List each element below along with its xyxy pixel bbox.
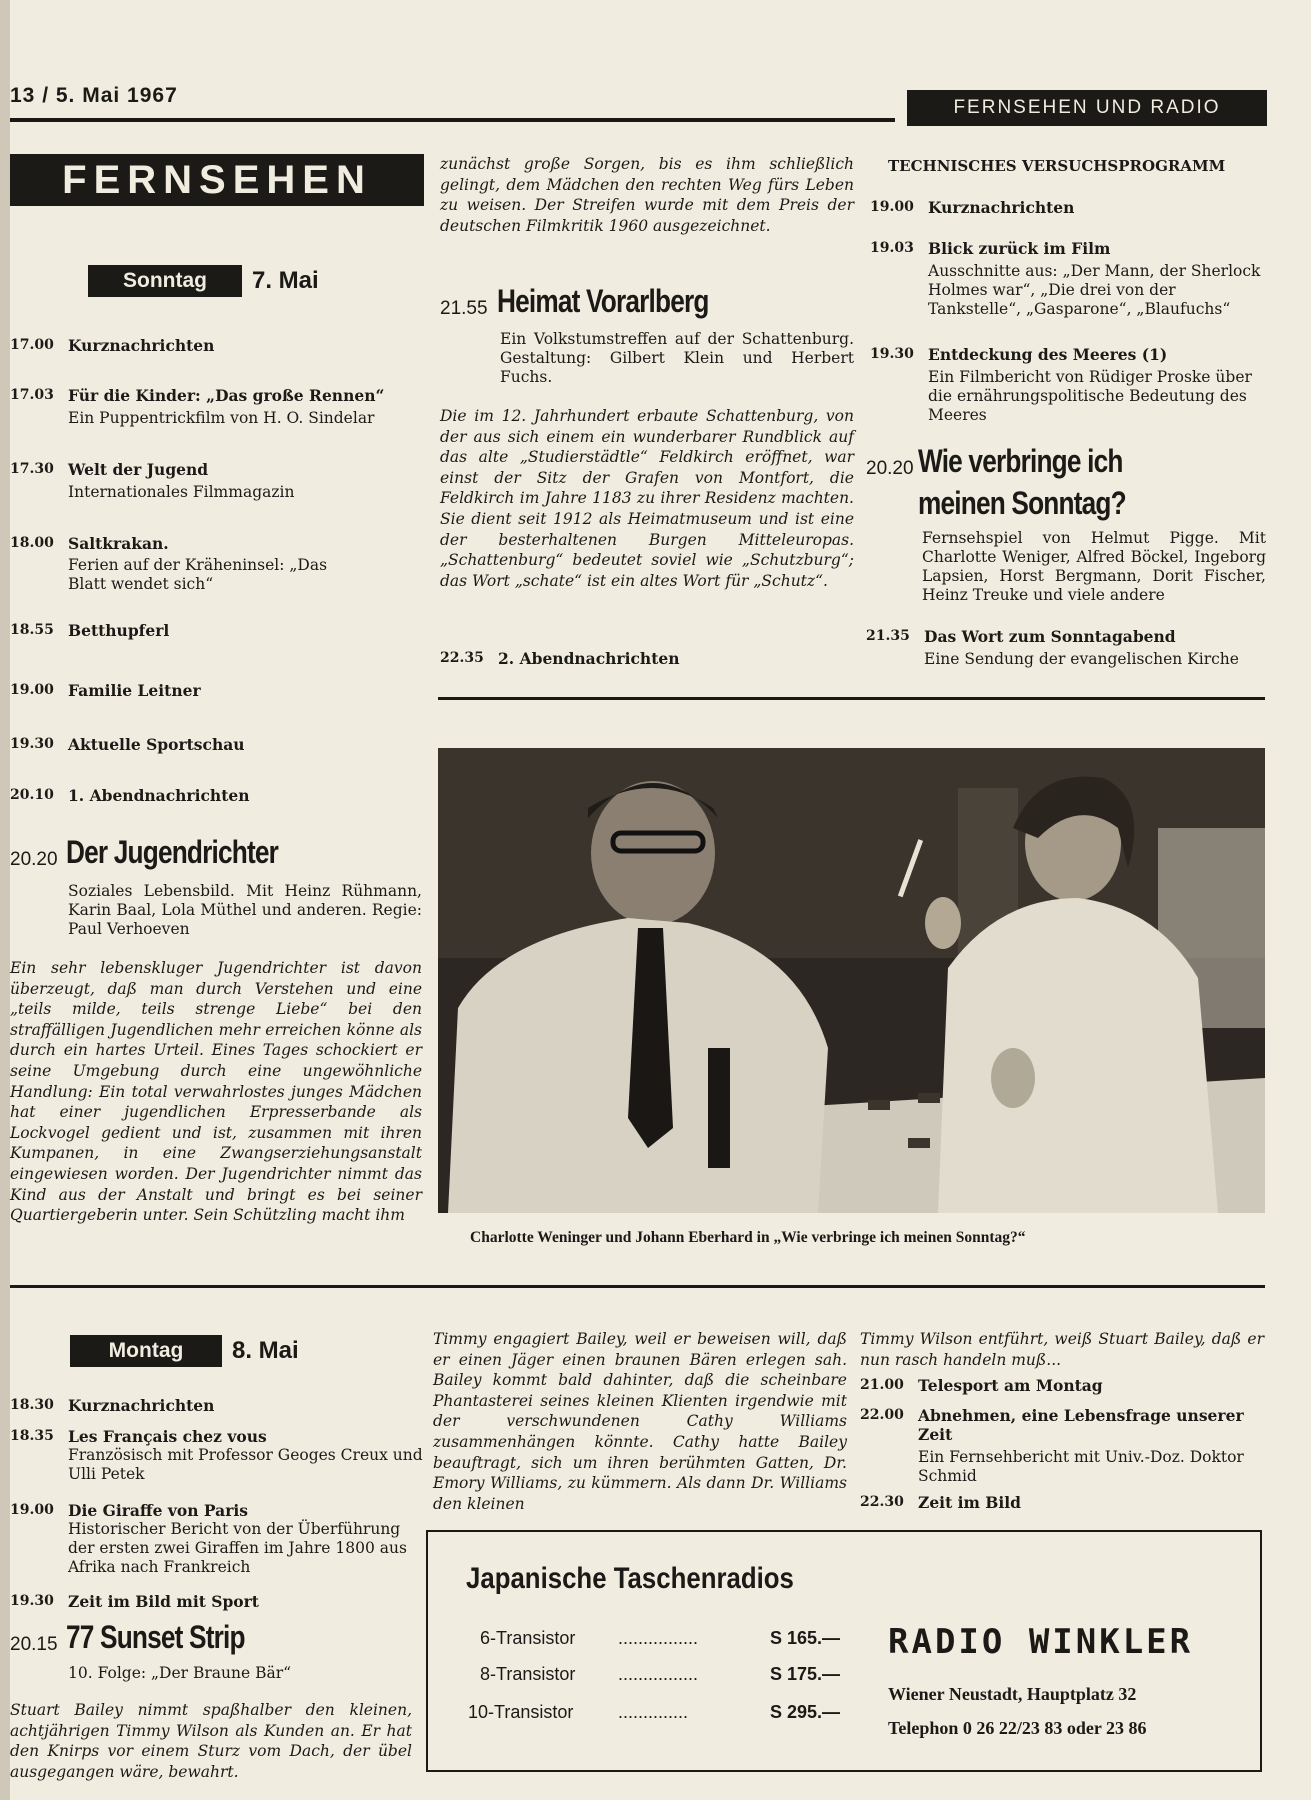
program-title: Zeit im Bild mit Sport xyxy=(68,1592,259,1611)
program-desc: Ein Puppentrickfilm von H. O. Sindelar xyxy=(68,409,375,427)
program-title: Für die Kinder: „Das große Rennen“ xyxy=(68,386,385,405)
feature-title: meinen Sonntag? xyxy=(918,485,1126,521)
program-time: 19.03 xyxy=(870,240,914,256)
program-time: 19.00 xyxy=(10,682,54,698)
ad-item-price: S 165.— xyxy=(770,1628,841,1648)
page-edge xyxy=(0,0,10,1800)
program-time: 18.35 xyxy=(10,1428,54,1444)
feature-title: Heimat Vorarlberg xyxy=(497,283,709,319)
feature-text-continued: zunächst große Sorgen, bis es ihm schließlich gelingt, dem Mädchen den rechten Weg fürs Leben zu weisen. Der Streifen wurde mit dem Preis der deutschen Filmkritik 1960 ausgezeichnet. xyxy=(440,155,854,235)
ad-phone: Telephon 0 26 22/23 83 oder 23 86 xyxy=(888,1718,1147,1738)
feature-time: 20.20 xyxy=(10,849,58,870)
ad-address: Wiener Neustadt, Hauptplatz 32 xyxy=(888,1684,1137,1704)
feature-subtitle: Soziales Lebensbild. Mit Heinz Rühmann, Karin Baal, Lola Müthel und anderen. Regie: Paul Verhoeven xyxy=(68,882,422,938)
program-title: Kurznachrichten xyxy=(68,336,215,355)
program-time: 20.10 xyxy=(10,787,54,803)
program-time: 19.30 xyxy=(10,1593,54,1609)
feature-subtitle: Fernsehspiel von Helmut Pigge. Mit Charlotte Weniger, Alfred Böckel, Ingeborg Lapsien, Horst Bergmann, Dorit Fischer, Heinz Treuke und viele andere xyxy=(922,529,1266,604)
scene-photo xyxy=(438,748,1265,1213)
program-time: 19.30 xyxy=(10,736,54,752)
program-title: Familie Leitner xyxy=(68,681,201,700)
program-desc: Eine Sendung der evangelischen Kirche xyxy=(924,650,1239,668)
program-time: 19.00 xyxy=(10,1502,54,1518)
feature-text-continued: Timmy engagiert Bailey, weil er beweisen will, daß er einen Jäger einen braunen Bären erlegen sah. Bailey kommt bald dahinter, daß die scheinbare Phantasterei seines kleinen Klienten irgendwie mit der verschwundenen Cathy Williams zusammenhängen könnte. Cathy hatte Bailey beauftragt, sich um ihren berühmten Gatten, Dr. Emory Williams, zu kümmern. Als dann Dr. Williams den kleinen xyxy=(433,1330,847,1513)
day-label-monday: Montag xyxy=(70,1335,222,1367)
feature-text: Ein sehr lebenskluger Jugendrichter ist davon überzeugt, daß man durch Verstehen und eine „teils milde, teils strenge Liebe“ bei den straffälligen Jugendlichen mehr erreichen könne als durch ein hartes Urteil. Eines Tages schockiert er seine Umgebung durch eine ungewöhnliche Handlung: Ein total verwahrlostes junges Mädchen hat einer jugendlichen Erpresserbande als Lockvogel gedient und ist, zusammen mit ihren Kumpanen, in eine Zwangserziehungsanstalt eingewiesen worden. Der Jugendrichter nimmt das Kind aus der Anstalt und bringt es bei seiner Quartiergeberin unter. Sein Schützling macht ihm xyxy=(10,959,422,1225)
program-title: Blick zurück im Film xyxy=(928,239,1111,258)
program-time: 17.30 xyxy=(10,461,54,477)
feature-text-continued: Timmy Wilson entführt, weiß Stuart Bailey, daß er nun rasch handeln muß... xyxy=(860,1330,1264,1369)
program-time: 21.35 xyxy=(866,628,910,644)
radio-advertisement xyxy=(426,1530,1262,1772)
ad-item-price: S 175.— xyxy=(770,1664,841,1684)
section-label: FERNSEHEN UND RADIO xyxy=(907,90,1267,126)
tech-heading: TECHNISCHES VERSUCHSPROGRAMM xyxy=(888,157,1226,175)
program-time: 17.00 xyxy=(10,337,54,353)
fernsehen-banner: FERNSEHEN xyxy=(10,154,424,206)
program-title: Telesport am Montag xyxy=(918,1376,1103,1395)
program-desc: Ein Fernsehbericht mit Univ.-Doz. Doktor Schmid xyxy=(918,1448,1244,1485)
ad-item-price: S 295.— xyxy=(770,1702,841,1722)
program-title: Welt der Jugend xyxy=(68,460,209,479)
program-title: Kurznachrichten xyxy=(68,1396,215,1415)
program-time: 19.00 xyxy=(870,199,914,215)
feature-subtitle: Ein Volkstumstreffen auf der Schattenburg. Gestaltung: Gilbert Klein und Herbert Fuchs. xyxy=(500,330,854,386)
program-title: Betthupferl xyxy=(68,621,170,640)
ad-item-name: 10-Transistor xyxy=(468,1702,574,1722)
section-rule xyxy=(438,697,1265,700)
ad-item-dots: .............. xyxy=(618,1702,689,1722)
ad-heading: Japanische Taschenradios xyxy=(466,1562,794,1595)
program-title: Aktuelle Sportschau xyxy=(68,735,245,754)
feature-title: Der Jugendrichter xyxy=(66,834,279,870)
program-title: Kurznachrichten xyxy=(928,198,1075,217)
program-title: Zeit im Bild xyxy=(918,1493,1022,1512)
program-desc: Französisch mit Professor Geoges Creux und Ulli Petek xyxy=(68,1446,423,1483)
program-title: Abnehmen, eine Lebensfrage unserer Zeit xyxy=(918,1406,1244,1444)
section-rule xyxy=(10,1285,1265,1288)
program-time: 21.00 xyxy=(860,1377,904,1393)
program-time: 22.35 xyxy=(440,650,484,666)
date-monday: 8. Mai xyxy=(232,1337,299,1364)
header-rule xyxy=(10,118,895,122)
program-title: Entdeckung des Meeres (1) xyxy=(928,345,1168,364)
program-desc: Ein Filmbericht von Rüdiger Proske über die ernährungspolitische Bedeutung des Meeres xyxy=(928,368,1252,424)
feature-title: 77 Sunset Strip xyxy=(66,1619,245,1655)
program-time: 22.30 xyxy=(860,1494,904,1510)
ad-item-name: 6-Transistor xyxy=(480,1628,576,1648)
photo-caption: Charlotte Weninger und Johann Eberhard in „Wie verbringe ich meinen Sonntag?“ xyxy=(470,1229,1026,1246)
feature-time: 21.55 xyxy=(440,298,488,319)
day-label-sunday: Sonntag xyxy=(88,265,242,297)
program-desc: Internationales Filmmagazin xyxy=(68,483,295,501)
feature-text: Die im 12. Jahrhundert erbaute Schattenburg, von der aus sich einem ein wunderbarer Rundblick auf das alte „Studierstädtle“ Feldkirch eröffnet, war einst der Sitz der Grafen von Montfort, die Feldkirch im Jahre 1183 zu ihrer Residenz machten. Sie dient seit 1912 als Heimatmuseum und ist eine der besterhaltenen Burgen Mitteleuropas. „Schattenburg“ bedeutet soviel wie „Schutzburg“; das Wort „schate“ ist ein altes Wort für „Schutz“. xyxy=(440,407,854,590)
program-title: 1. Abendnachrichten xyxy=(68,786,250,805)
feature-time: 20.20 xyxy=(866,458,914,479)
date-sunday: 7. Mai xyxy=(252,267,319,294)
program-time: 22.00 xyxy=(860,1407,904,1423)
program-time: 17.03 xyxy=(10,387,54,403)
scene-photo-illustration xyxy=(438,748,1265,1213)
program-time: 19.30 xyxy=(870,346,914,362)
program-title: Die Giraffe von Paris xyxy=(68,1501,248,1520)
program-time: 18.00 xyxy=(10,535,54,551)
ad-brand: RADIO WINKLER xyxy=(888,1622,1194,1662)
program-desc: Historischer Bericht von der Überführung der ersten zwei Giraffen im Jahre 1800 aus Afrika nach Frankreich xyxy=(68,1520,407,1576)
feature-text: Stuart Bailey nimmt spaßhalber den kleinen, achtjährigen Timmy Wilson als Kunden an. Er hat den Knirps vor einem Sturz vom Dach, der übel ausgegangen wäre, bewahrt. xyxy=(10,1701,412,1781)
program-title: Les Français chez vous xyxy=(68,1427,267,1446)
program-desc: Ferien auf der Kräheninsel: „Das Blatt wendet sich“ xyxy=(68,556,328,593)
ad-item-name: 8-Transistor xyxy=(480,1664,576,1684)
program-time: 18.55 xyxy=(10,622,54,638)
program-title: 2. Abendnachrichten xyxy=(498,649,680,668)
ad-item-dots: ................ xyxy=(618,1628,699,1648)
feature-title: Wie verbringe ich xyxy=(918,443,1123,479)
ad-item-dots: ................ xyxy=(618,1664,699,1684)
program-desc: Ausschnitte aus: „Der Mann, der Sherlock Holmes war“, „Die drei von der Tankstelle“, „Gasparone“, „Blaufuchs“ xyxy=(928,262,1261,318)
program-time: 18.30 xyxy=(10,1397,54,1413)
program-title: Saltkrakan. xyxy=(68,534,169,553)
program-title: Das Wort zum Sonntagabend xyxy=(924,627,1176,646)
feature-subtitle: 10. Folge: „Der Braune Bär“ xyxy=(68,1664,292,1682)
issue-date: 13 / 5. Mai 1967 xyxy=(10,84,178,107)
feature-time: 20.15 xyxy=(10,1634,58,1655)
